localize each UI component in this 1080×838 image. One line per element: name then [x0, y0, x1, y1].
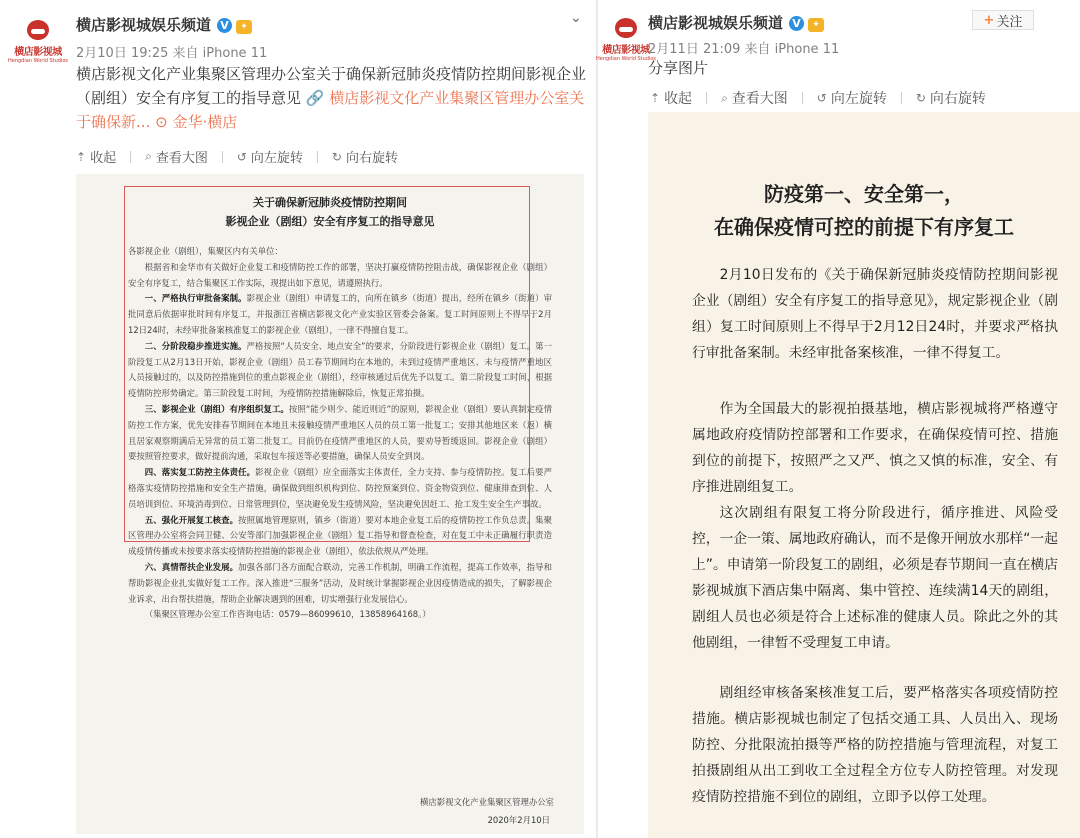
post-text: 横店影视文化产业集聚区管理办公室关于确保新冠肺炎疫情防控期间影视企业（剧组）安全有序复工的指导意见 🔗 横店影视文化产业集聚区管理办公室关于确保新... ⊙ 金华·横店: [76, 65, 587, 131]
document-image[interactable]: [76, 174, 584, 834]
article-image[interactable]: [648, 112, 1080, 838]
image-toolbar: [76, 147, 412, 166]
magnifier-icon: ⌕: [721, 90, 728, 105]
location-link[interactable]: ⊙ 金华·横店: [155, 113, 238, 131]
article-paragraph-2: 作为全国最大的影视拍摄基地，横店影视城将严格遵守属地政府疫情防控部署和工作要求，在确保疫情可控、措施到位的前提下，按照严之又严、慎之又慎的标准，安全、有序推进剧组复工。: [692, 401, 1058, 495]
doc-section-2: 二、分阶段稳步推进实施。严格按照“人员安全、地点安全”的要求，分阶段进行影视企业（剧组）复工。第一阶段复工从2月13日开始，影视企业（剧组）员工春节期间均在本地的，未到过疫情严重地区、未与疫情严重地区人员接触过的，以及防控措施到位的重点影视企业（剧组），经审核通过后优先予以复工。第二阶段复工时间，根据疫情防控形势确定。第三阶段复工时间，为疫情防控措施解除后，恢复正常拍摄。: [128, 340, 552, 399]
divider: [317, 151, 318, 163]
rotate-right-icon: ↻: [331, 149, 342, 164]
collapse-button[interactable]: ⇡ 收起: [650, 91, 693, 107]
doc-intro: 根据省和金华市有关做好企业复工和疫情防控工作的部署，坚决打赢疫情防控阻击战，确保影视企业（剧组）安全有序复工，结合集聚区工作实际，现提出如下意见，请遵照执行。: [128, 261, 552, 288]
verified-icon: V: [217, 18, 232, 33]
collapse-icon: ⇡: [76, 149, 87, 164]
user-name[interactable]: 横店影视城娱乐频道 V ✦: [76, 14, 252, 35]
doc-sign-date: 2020年2月10日: [487, 815, 550, 825]
divider: [222, 151, 223, 163]
vip-icon: ✦: [236, 20, 252, 34]
article-heading-2: 在确保疫情可控的前提下有序复工: [714, 215, 1014, 239]
doc-section-5: 五、强化开展复工核查。按照属地管理原则，镇乡（街道）要对本地企业复工后的疫情防控工作负总责。集聚区管理办公室将会同卫健、公安等部门加强影视企业（剧组）复工指导和督查检查，对在复工中未正确履行职责造成疫情传播或未按要求落实疫情防控措施的影视企业（剧组），依法依规从严处理。: [128, 514, 552, 557]
logo-subtext: Hengdian World Studios: [8, 58, 69, 64]
view-large-button[interactable]: ⌕ 查看大图: [145, 149, 208, 166]
rotate-left-button[interactable]: ↺ 向左旋转: [816, 91, 887, 107]
doc-title-line1: 关于确保新冠肺炎疫情防控期间: [253, 196, 407, 209]
brand-logo-icon: [27, 20, 49, 40]
collapse-button[interactable]: ⇡ 收起: [76, 149, 117, 166]
doc-contact: （集聚区管理办公室工作咨询电话：0579—86099610，13858964168。）: [144, 609, 431, 620]
brand-logo-icon: [615, 18, 637, 38]
post-text: 分享图片: [648, 59, 709, 77]
doc-section-4: 四、落实复工防控主体责任。影视企业（剧组）应全面落实主体责任，全力支持、参与疫情防控。复工后要严格落实疫情防控措施和安全生产措施，确保做到组织机构到位、防控预案到位、资金物资到位、健康排查到位、人员培训到位、环境消毒到位、日常管理到位，坚决避免发生疫情风险，坚决避免因赶工、抢工发生安全生产事故。: [128, 467, 553, 509]
avatar[interactable]: [596, 10, 657, 62]
doc-title-line2: 影视企业（剧组）安全有序复工的指导意见: [225, 215, 435, 228]
avatar[interactable]: [8, 12, 69, 64]
article-heading-1: 防疫第一、安全第一，: [764, 182, 964, 206]
follow-button[interactable]: + 关注: [972, 10, 1034, 30]
doc-section-6: 六、真情帮扶企业发展。加强各部门各方面配合联动，完善工作机制，明确工作流程，提高工作效率，指导和帮助影视企业扎实做好复工工作。深入推进“三服务”活动，及时统计掌握影视企业因疫情造成的损失，了解影视企业诉求，出台帮扶措施，帮助企业解决遇到的困难，切实增强行业发展信心。: [128, 561, 552, 604]
image-toolbar: [650, 88, 1000, 108]
doc-sign-org: 横店影视文化产业集聚区管理办公室: [420, 797, 554, 807]
divider: [901, 92, 902, 104]
divider: [802, 92, 803, 104]
post-meta: 2月11日 21:09 来自 iPhone 11: [648, 42, 840, 57]
rotate-left-icon: ↺: [816, 91, 827, 105]
chevron-down-icon[interactable]: ⌄: [570, 10, 582, 26]
article-paragraph-1: 2月10日发布的《关于确保新冠肺炎疫情防控期间影视企业（剧组）安全有序复工的指导意见》，规定影视企业（剧组）复工时间原则上不得早于2月12日24时，并要求严格执行审批备案制。未经审批备案核准，一律不得复工。: [692, 267, 1058, 361]
magnifier-icon: ⌕: [145, 149, 152, 163]
post-meta: 2月10日 19:25 来自 iPhone 11: [76, 46, 268, 61]
doc-section-1: 一、严格执行审批备案制。影视企业（剧组）申请复工的，向所在镇乡（街道）提出，经所在镇乡（街道）审批同意后依据审批时间有序复工，并报浙江省横店影视文化产业实验区管委会备案。复工时间原则上不得早于2月12日24时，未经审批备案核准复工的影视企业（剧组），一律不得擅自复工。: [128, 293, 552, 335]
collapse-icon: ⇡: [650, 91, 661, 105]
rotate-right-button[interactable]: ↻ 向右旋转: [915, 91, 986, 107]
rotate-left-icon: ↺: [236, 149, 247, 164]
divider: [706, 92, 707, 104]
plus-icon: +: [983, 12, 995, 28]
doc-section-3: 三、影视企业（剧组）有序组织复工。按照“能少则少、能近则近”的原则，影视企业（剧组）要认真制定疫情防控工作方案，优先安排春节期间在本地且未接触疫情严重地区人员的员工第一批复工；安排其他地区来（返）横且居家观察期满后无异常的员工第二批复工。目前仍在疫情严重地区的人员，要劝导暂缓返回。影视企业（剧组）要按照管控要求，做好提前沟通，采取包车接送等必要措施，确保人员安全到岗。: [128, 403, 552, 462]
logo-subtext: Hengdian World Studios: [596, 56, 657, 62]
verified-icon: V: [789, 16, 804, 31]
logo-text: 横店影视城: [602, 45, 650, 56]
article-link[interactable]: 🔗 横店影视文化产业集聚区管理办公室关于确保新...: [76, 89, 585, 131]
logo-text: 横店影视城: [14, 47, 62, 58]
doc-salutation: 各影视企业（剧组），集聚区内有关单位：: [128, 246, 283, 256]
user-name[interactable]: 横店影视城娱乐频道 V ✦: [648, 12, 824, 33]
rotate-left-button[interactable]: ↺ 向左旋转: [236, 149, 303, 166]
view-large-button[interactable]: ⌕ 查看大图: [721, 90, 788, 107]
article-paragraph-4: 剧组经审核备案核准复工后，要严格落实各项疫情防控措施。横店影视城也制定了包括交通工具、人员出入、现场防控、分批限流拍摄等严格的防控措施与管理流程，对复工拍摄剧组从出工到收工全过程全方位专人防控管理。对发现疫情防控措施不到位的剧组，立即予以停工处理。: [692, 685, 1058, 805]
doc-body: [128, 244, 552, 623]
divider: [130, 151, 131, 163]
rotate-right-icon: ↻: [915, 91, 926, 105]
vip-icon: ✦: [808, 18, 824, 32]
rotate-right-button[interactable]: ↻ 向右旋转: [331, 149, 398, 166]
article-paragraph-3: 这次剧组有限复工将分阶段进行，循序推进、风险受控，一企一策、属地政府确认，而不是像开闸放水那样“一起上”。申请第一阶段复工的剧组，必须是春节期间一直在横店影视城旗下酒店集中隔离、集中管控、连续满14天的剧组，剧组人员也必须是符合上述标准的健康人员。除此之外的其他剧组，一律暂不受理复工申请。: [692, 505, 1058, 651]
